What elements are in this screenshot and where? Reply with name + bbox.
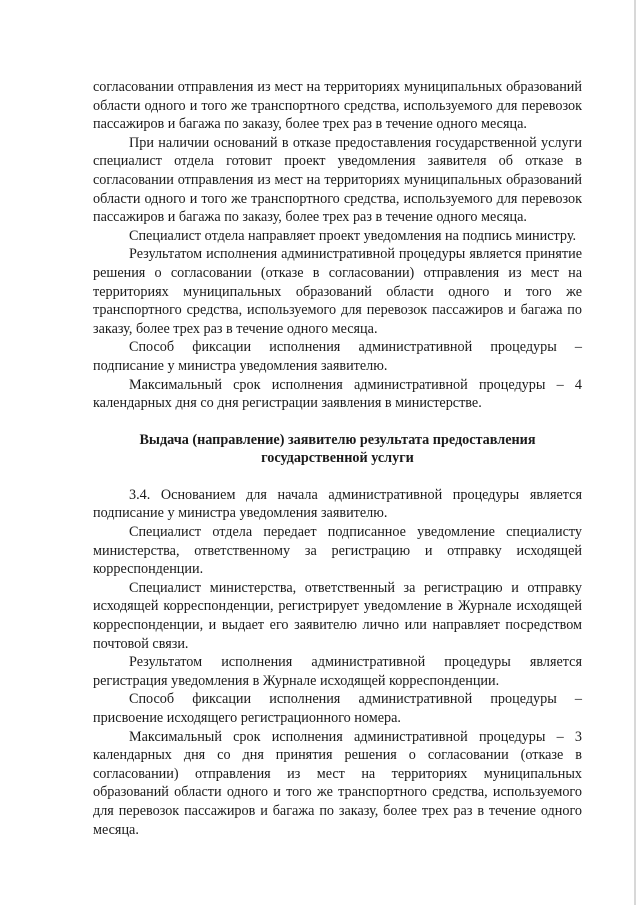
section-heading-line-2: государственной услуги	[261, 450, 414, 467]
section-heading-line-1: Выдача (направление) заявителю результата предоставления	[139, 431, 536, 448]
paragraph-refusal-grounds: При наличии оснований в отказе предоставления государственной услуги специалист отдела готовит проект уведомления заявителя об отказе в согласовании отправления из мест на территориях муниципальных образований области одного и того же транспортного средства, используемого для перевозок пассажиров и багажа по заказу, более трех раз в течение одного месяца.	[93, 134, 582, 226]
paragraph-3-4-basis: 3.4. Основанием для начала административной процедуры является подписание у министра уведомления заявителю.	[93, 486, 582, 522]
paragraph-fixation-method: Способ фиксации исполнения административной процедуры – подписание у министра уведомления заявителю.	[93, 339, 582, 374]
document-body	[93, 78, 582, 839]
paragraph-transfer-notice: Специалист отдела передает подписанное уведомление специалисту министерства, ответственному за регистрацию и отправку исходящей корреспонденции.	[93, 524, 582, 578]
paragraph-registration: Специалист министерства, ответственный за регистрацию и отправку исходящей корреспонденции, регистрирует уведомление в Журнале исходящей корреспонденции, и выдает его заявителю лично или направляет посредством почтовой связи.	[93, 579, 582, 652]
page-edge	[634, 0, 636, 905]
section-heading	[93, 431, 582, 468]
paragraph-registration-result: Результатом исполнения административной процедуры является регистрация уведомления в Журнале исходящей корреспонденции.	[93, 654, 582, 689]
paragraph-procedure-result: Результатом исполнения административной процедуры является принятие решения о согласовании (отказе в согласовании) отправления из мест на территориях муниципальных образований области одного и того же транспортного средства, используемого для перевозок пассажиров и багажа по заказу, более трех раз в течение одного месяца.	[93, 246, 582, 337]
paragraph-max-term-2: Максимальный срок исполнения административной процедуры – 3 календарных дня со дня принятия решения о согласовании (отказе в согласовании) отправления из мест на территориях муниципальных образований области одного и того же транспортного средства, используемого для перевозок пассажиров и багажа по заказу, более трех раз в течение одного месяца.	[93, 728, 582, 838]
paragraph-max-term: Максимальный срок исполнения административной процедуры – 4 календарных дня со дня регистрации заявления в министерстве.	[93, 376, 582, 412]
paragraph-continuation: согласовании отправления из мест на территориях муниципальных образований области одного и того же транспортного средства, используемого для перевозок пассажиров и багажа по заказу, более трех раз в течение одного месяца.	[93, 79, 582, 133]
paragraph-numbering-method: Способ фиксации исполнения административной процедуры – присвоение исходящего регистрационного номера.	[93, 691, 582, 726]
paragraph-send-to-minister: Специалист отдела направляет проект уведомления на подпись министру.	[129, 227, 577, 244]
